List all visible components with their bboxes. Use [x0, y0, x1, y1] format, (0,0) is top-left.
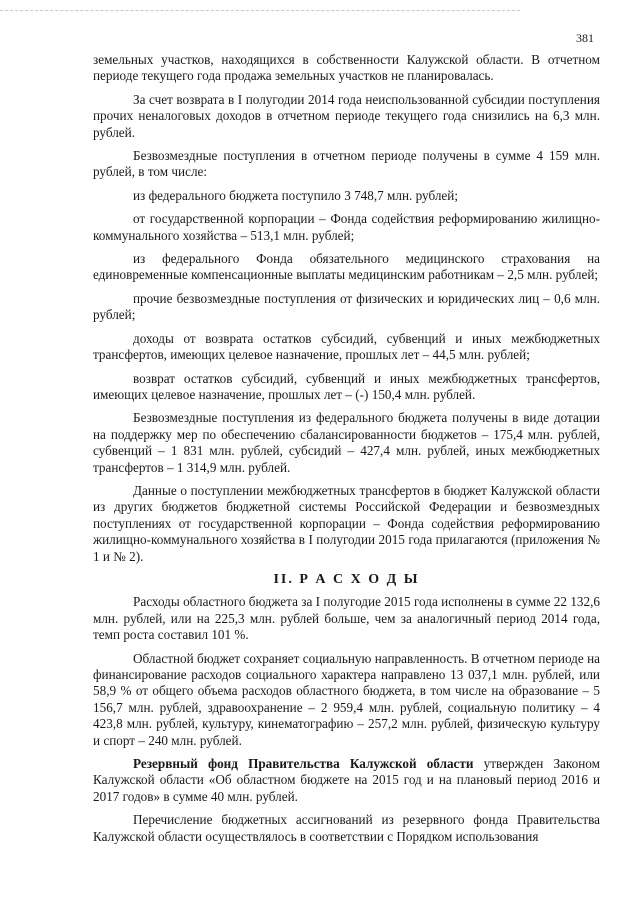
paragraph-federal-budget: из федерального бюджета поступило 3 748,7 млн. рублей; [133, 187, 459, 203]
reserve-fund-text: утвержден Законом Калужской области «Об областном бюджете на 2015 год и на плановый период 2016 и 2017 годов» в сумме 40 млн. рублей. [93, 756, 600, 804]
paragraph-subsidy-return: За счет возврата в I полугодии 2014 года неиспользованной субсидии поступления прочих неналоговых доходов в отчетном периоде текущего года снизились на 6,3 млн. рублей. [93, 91, 600, 140]
reserve-fund-title: Резервный фонд Правительства Калужской области [133, 756, 474, 772]
paragraph-social-spending: Областной бюджет сохраняет социальную направленность. В отчетном периоде на финансирование расходов социального характера направлено 13 037,1 млн. рублей, или 58,9 % от общего объема расходов областного бюджета, в том числе на образование – 5 156,7 млн. рублей, здравоохранение – 2 959,4 млн. рублей, социальную политику – 4 423,8 млн. рублей, культуру, кинематографию – 257,2 млн. рублей, физическую культуру и спорт – 240 млн. рублей. [93, 650, 600, 748]
paragraph-land-sales: земельных участков, находящихся в собственности Калужской области. В отчетном периоде текущего года продажа земельных участков не планировалась. [93, 52, 600, 84]
paragraph-other-receipts: прочие безвозмездные поступления от физических и юридических лиц – 0,6 млн. рублей; [93, 290, 600, 323]
page-number: 381 [576, 31, 594, 45]
paragraph-expenses-total: Расходы областного бюджета за I полугодие 2015 года исполнены в сумме 22 132,6 млн. рублей, или на 225,3 млн. рублей больше, чем за аналогичный период 2014 года, темп роста составил 101 %. [93, 594, 600, 643]
paragraph-returned-balances: возврат остатков субсидий, субвенций и иных межбюджетных трансфертов, имеющих целевое назначение, прошлых лет – (-) 150,4 млн. рублей. [93, 370, 600, 402]
paragraph-reserve-fund [93, 756, 600, 805]
paragraph-housing-fund: от государственной корпорации – Фонда содействия реформированию жилищно-коммунального хозяйства – 513,1 млн. рублей; [93, 211, 600, 243]
paragraph-gratuitous-receipts: Безвозмездные поступления в отчетном периоде получены в сумме 4 159 млн. рублей, в том числе: [93, 148, 600, 180]
scan-artifact-line [0, 10, 520, 11]
paragraph-returned-balances-income: доходы от возврата остатков субсидий, субвенций и иных межбюджетных трансфертов, имеющих целевое назначение, прошлых лет – 44,5 млн. рублей; [93, 330, 600, 363]
document-body [93, 52, 600, 852]
paragraph-reserve-allocation: Перечисление бюджетных ассигнований из резервного фонда Правительства Калужской области осуществлялось в соответствии с Порядком использования [93, 812, 600, 844]
section-heading-expenses: II. Р А С Х О Д Ы [273, 571, 420, 587]
paragraph-federal-breakdown: Безвозмездные поступления из федерального бюджета получены в виде дотации на поддержку мер по обеспечению сбалансированности бюджетов – 175,4 млн. рублей, субвенций – 1 831 млн. рублей, субсидий – 427,4 млн. рублей, иных межбюджетных трансфертов – 1 314,9 млн. рублей. [93, 410, 600, 475]
paragraph-appendix-reference: Данные о поступлении межбюджетных трансфертов в бюджет Калужской области из других бюджетов бюджетной системы Российской Федерации и безвозмездных поступлениях от государственной корпорации – Фонда содействия реформированию жилищно-коммунального хозяйства в I полугодии 2015 года прилагаются (приложения № 1 и № 2). [93, 482, 600, 564]
paragraph-medical-insurance: из федерального Фонда обязательного медицинского страхования на единовременные компенсационные выплаты медицинским работникам – 2,5 млн. рублей; [93, 251, 600, 283]
